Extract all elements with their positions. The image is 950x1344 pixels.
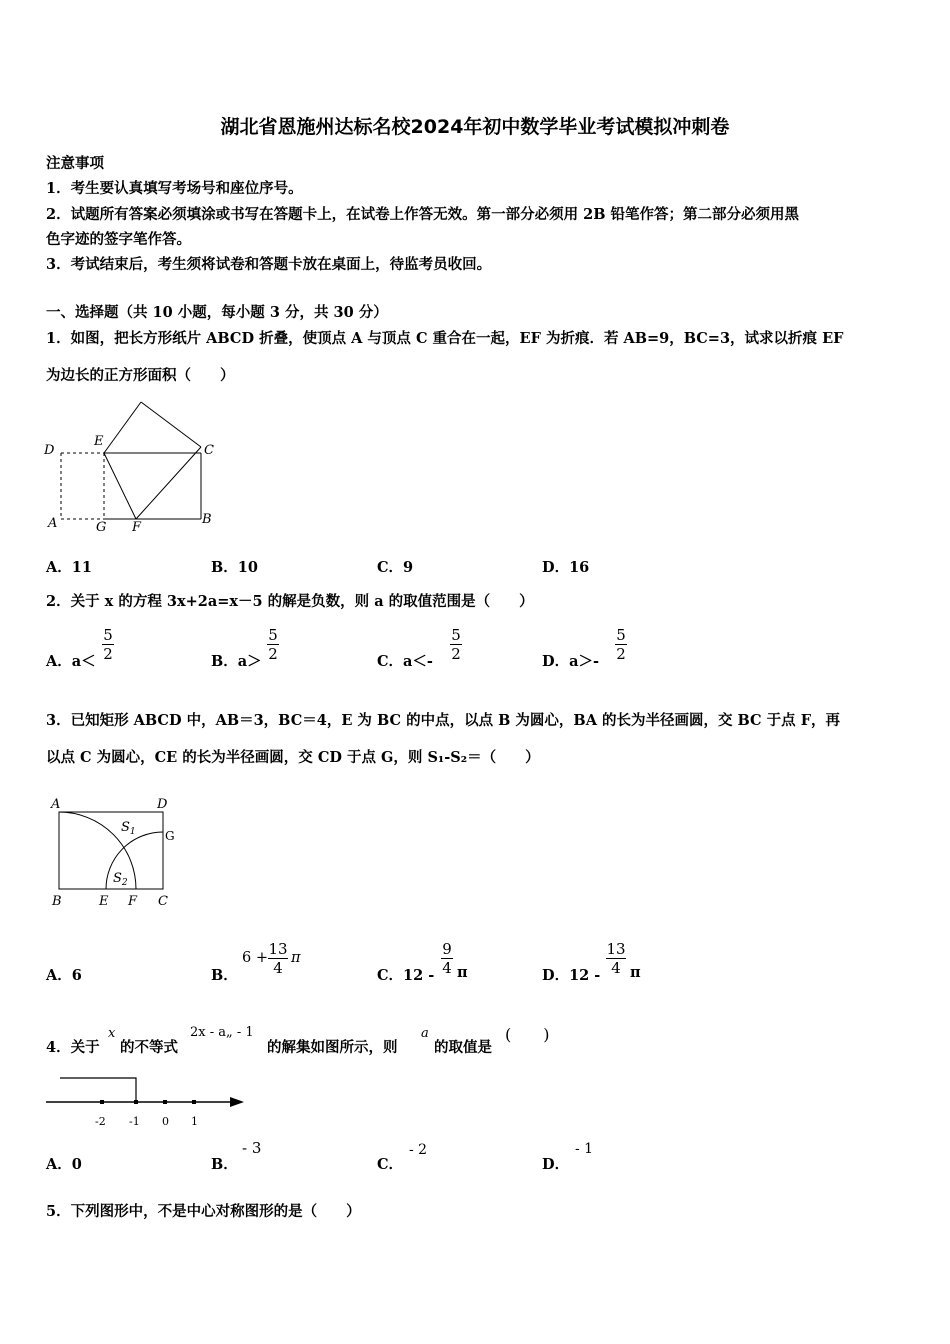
q2-option-c[interactable] bbox=[377, 650, 433, 671]
q3-option-d-pi: π bbox=[630, 964, 641, 981]
q3-option-c-pi: π bbox=[457, 964, 468, 981]
q4-var-a: a bbox=[421, 1026, 429, 1041]
q1-label-f: F bbox=[132, 520, 142, 535]
q4-tick-0: 0 bbox=[162, 1115, 169, 1128]
q3-label-a: A bbox=[51, 797, 61, 812]
q1-label-b: B bbox=[202, 512, 212, 527]
q2-c-den: 2 bbox=[451, 645, 461, 663]
page-title: 湖北省恩施州达标名校2024年初中数学毕业考试模拟冲刺卷 bbox=[220, 116, 730, 138]
q3-c-den: 4 bbox=[442, 959, 452, 977]
q3-option-b-pre: 6 + bbox=[242, 950, 268, 966]
q3-label-f: F bbox=[128, 894, 138, 909]
q4-option-c[interactable]: C． bbox=[377, 1156, 404, 1173]
q1-label-e: E bbox=[94, 434, 104, 449]
q4-tick-1: 1 bbox=[191, 1115, 198, 1128]
q3-d-num: 13 bbox=[606, 940, 626, 958]
q3-line2: 以点 C 为圆心，CE 的长为半径画圆，交 CD 于点 G，则 S₁-S₂＝（ ） bbox=[46, 749, 540, 766]
q4-option-d-value: - 1 bbox=[575, 1141, 594, 1157]
q3-d-den: 4 bbox=[611, 959, 621, 977]
q4-p1: 4．关于 bbox=[46, 1039, 100, 1056]
q2-option-b[interactable] bbox=[211, 650, 262, 671]
q3-b-num: 13 bbox=[268, 940, 288, 958]
q3-label-s1: $S_1$ bbox=[121, 820, 136, 837]
q2-option-d-prefix: D．a＞- bbox=[542, 653, 599, 670]
q2-c-num: 5 bbox=[451, 626, 461, 644]
q1-label-d: D bbox=[44, 443, 55, 458]
q3-label-e: E bbox=[99, 894, 109, 909]
q4-option-b[interactable]: B． bbox=[211, 1156, 238, 1173]
q4-answer-paren: ( ) bbox=[505, 1025, 550, 1044]
q4-option-b-value: - 3 bbox=[242, 1139, 262, 1157]
q4-option-c-value: - 2 bbox=[409, 1142, 428, 1158]
q2-text: 2．关于 x 的方程 3x+2a=x－5 的解是负数，则 a 的取值范围是（ ） bbox=[46, 593, 534, 610]
q3-label-b: B bbox=[52, 894, 62, 909]
q3-option-b-fraction bbox=[268, 940, 288, 977]
q3-option-b[interactable]: B． bbox=[211, 967, 238, 984]
q5-text: 5．下列图形中，不是中心对称图形的是（ ） bbox=[46, 1203, 361, 1220]
q2-option-d[interactable] bbox=[542, 650, 599, 671]
q3-label-g: G bbox=[165, 829, 175, 843]
section-heading: 一、选择题（共 10 小题，每小题 3 分，共 30 分） bbox=[46, 304, 388, 321]
q3-option-c[interactable]: C．12 - bbox=[377, 967, 435, 984]
q2-option-c-fraction bbox=[450, 626, 462, 663]
q4-tick-neg2: -2 bbox=[95, 1115, 106, 1128]
q4-p3: 的解集如图所示，则 bbox=[267, 1039, 398, 1056]
q1-option-b[interactable]: B．10 bbox=[211, 559, 258, 576]
q3-option-c-fraction bbox=[441, 940, 453, 977]
q4-p2: 的不等式 bbox=[120, 1039, 178, 1056]
q2-option-b-fraction bbox=[267, 626, 279, 663]
q1-figure bbox=[40, 395, 230, 540]
q2-d-num: 5 bbox=[616, 626, 626, 644]
q1-option-d[interactable]: D．16 bbox=[542, 559, 590, 576]
q3-label-d: D bbox=[157, 797, 168, 812]
notice-item-2: 2．试题所有答案必须填涂或书写在答题卡上，在试卷上作答无效。第一部分必须用 2B 铅笔作答；第二部分必须用黑 bbox=[46, 206, 800, 223]
q1-option-c[interactable]: C．9 bbox=[377, 559, 414, 576]
q2-option-b-prefix: B．a＞ bbox=[211, 653, 262, 670]
notice-item-1: 1．考生要认真填写考场号和座位序号。 bbox=[46, 180, 303, 197]
q1-label-g: G bbox=[96, 520, 107, 535]
q3-line1: 3．已知矩形 ABCD 中，AB＝3，BC＝4，E 为 BC 的中点，以点 B 为圆心，BA 的长为半径画圆，交 BC 于点 F，再 bbox=[46, 712, 840, 729]
q1-option-a[interactable]: A．11 bbox=[46, 559, 92, 576]
q2-option-a-prefix: A．a＜ bbox=[46, 653, 96, 670]
q3-option-d[interactable]: D．12 - bbox=[542, 967, 601, 984]
q2-option-a[interactable] bbox=[46, 650, 96, 671]
q3-b-den: 4 bbox=[273, 959, 283, 977]
q3-option-a[interactable]: A．6 bbox=[46, 967, 82, 984]
q2-option-a-fraction bbox=[102, 626, 114, 663]
q3-label-s2: $S_2$ bbox=[113, 871, 128, 888]
q4-number-line bbox=[40, 1072, 250, 1134]
q2-option-d-fraction bbox=[615, 626, 627, 663]
q1-label-c: C bbox=[204, 443, 214, 458]
q4-tick-neg1: -1 bbox=[129, 1115, 140, 1128]
notice-item-2-cont: 色字迹的签字笔作答。 bbox=[46, 231, 191, 248]
q4-option-d[interactable]: D． bbox=[542, 1156, 570, 1173]
q4-option-a[interactable]: A．0 bbox=[46, 1156, 82, 1173]
q3-option-d-fraction bbox=[606, 940, 626, 977]
q2-option-c-prefix: C．a＜- bbox=[377, 653, 433, 670]
q4-p4: 的取值是 bbox=[434, 1039, 492, 1056]
q3-label-c: C bbox=[158, 894, 168, 909]
q4-inequality: 2x - a„ - 1 bbox=[190, 1025, 254, 1040]
q1-label-a: A bbox=[48, 516, 58, 531]
q2-b-den: 2 bbox=[268, 645, 278, 663]
q2-d-den: 2 bbox=[616, 645, 626, 663]
q1-line2: 为边长的正方形面积（ ） bbox=[46, 367, 235, 384]
q3-c-num: 9 bbox=[442, 940, 452, 958]
q1-line1: 1．如图，把长方形纸片 ABCD 折叠，使顶点 A 与顶点 C 重合在一起，EF 为折痕．若 AB=9，BC=3，试求以折痕 EF bbox=[46, 330, 844, 347]
notice-item-3: 3．考试结束后，考生须将试卷和答题卡放在桌面上，待监考员收回。 bbox=[46, 256, 492, 273]
q3-figure bbox=[44, 795, 194, 915]
notice-heading: 注意事项 bbox=[46, 155, 104, 172]
q3-option-b-pi: π bbox=[291, 950, 301, 966]
q2-a-den: 2 bbox=[103, 645, 113, 663]
q4-var-x: x bbox=[108, 1026, 116, 1041]
q2-b-num: 5 bbox=[268, 626, 278, 644]
q2-a-num: 5 bbox=[103, 626, 113, 644]
